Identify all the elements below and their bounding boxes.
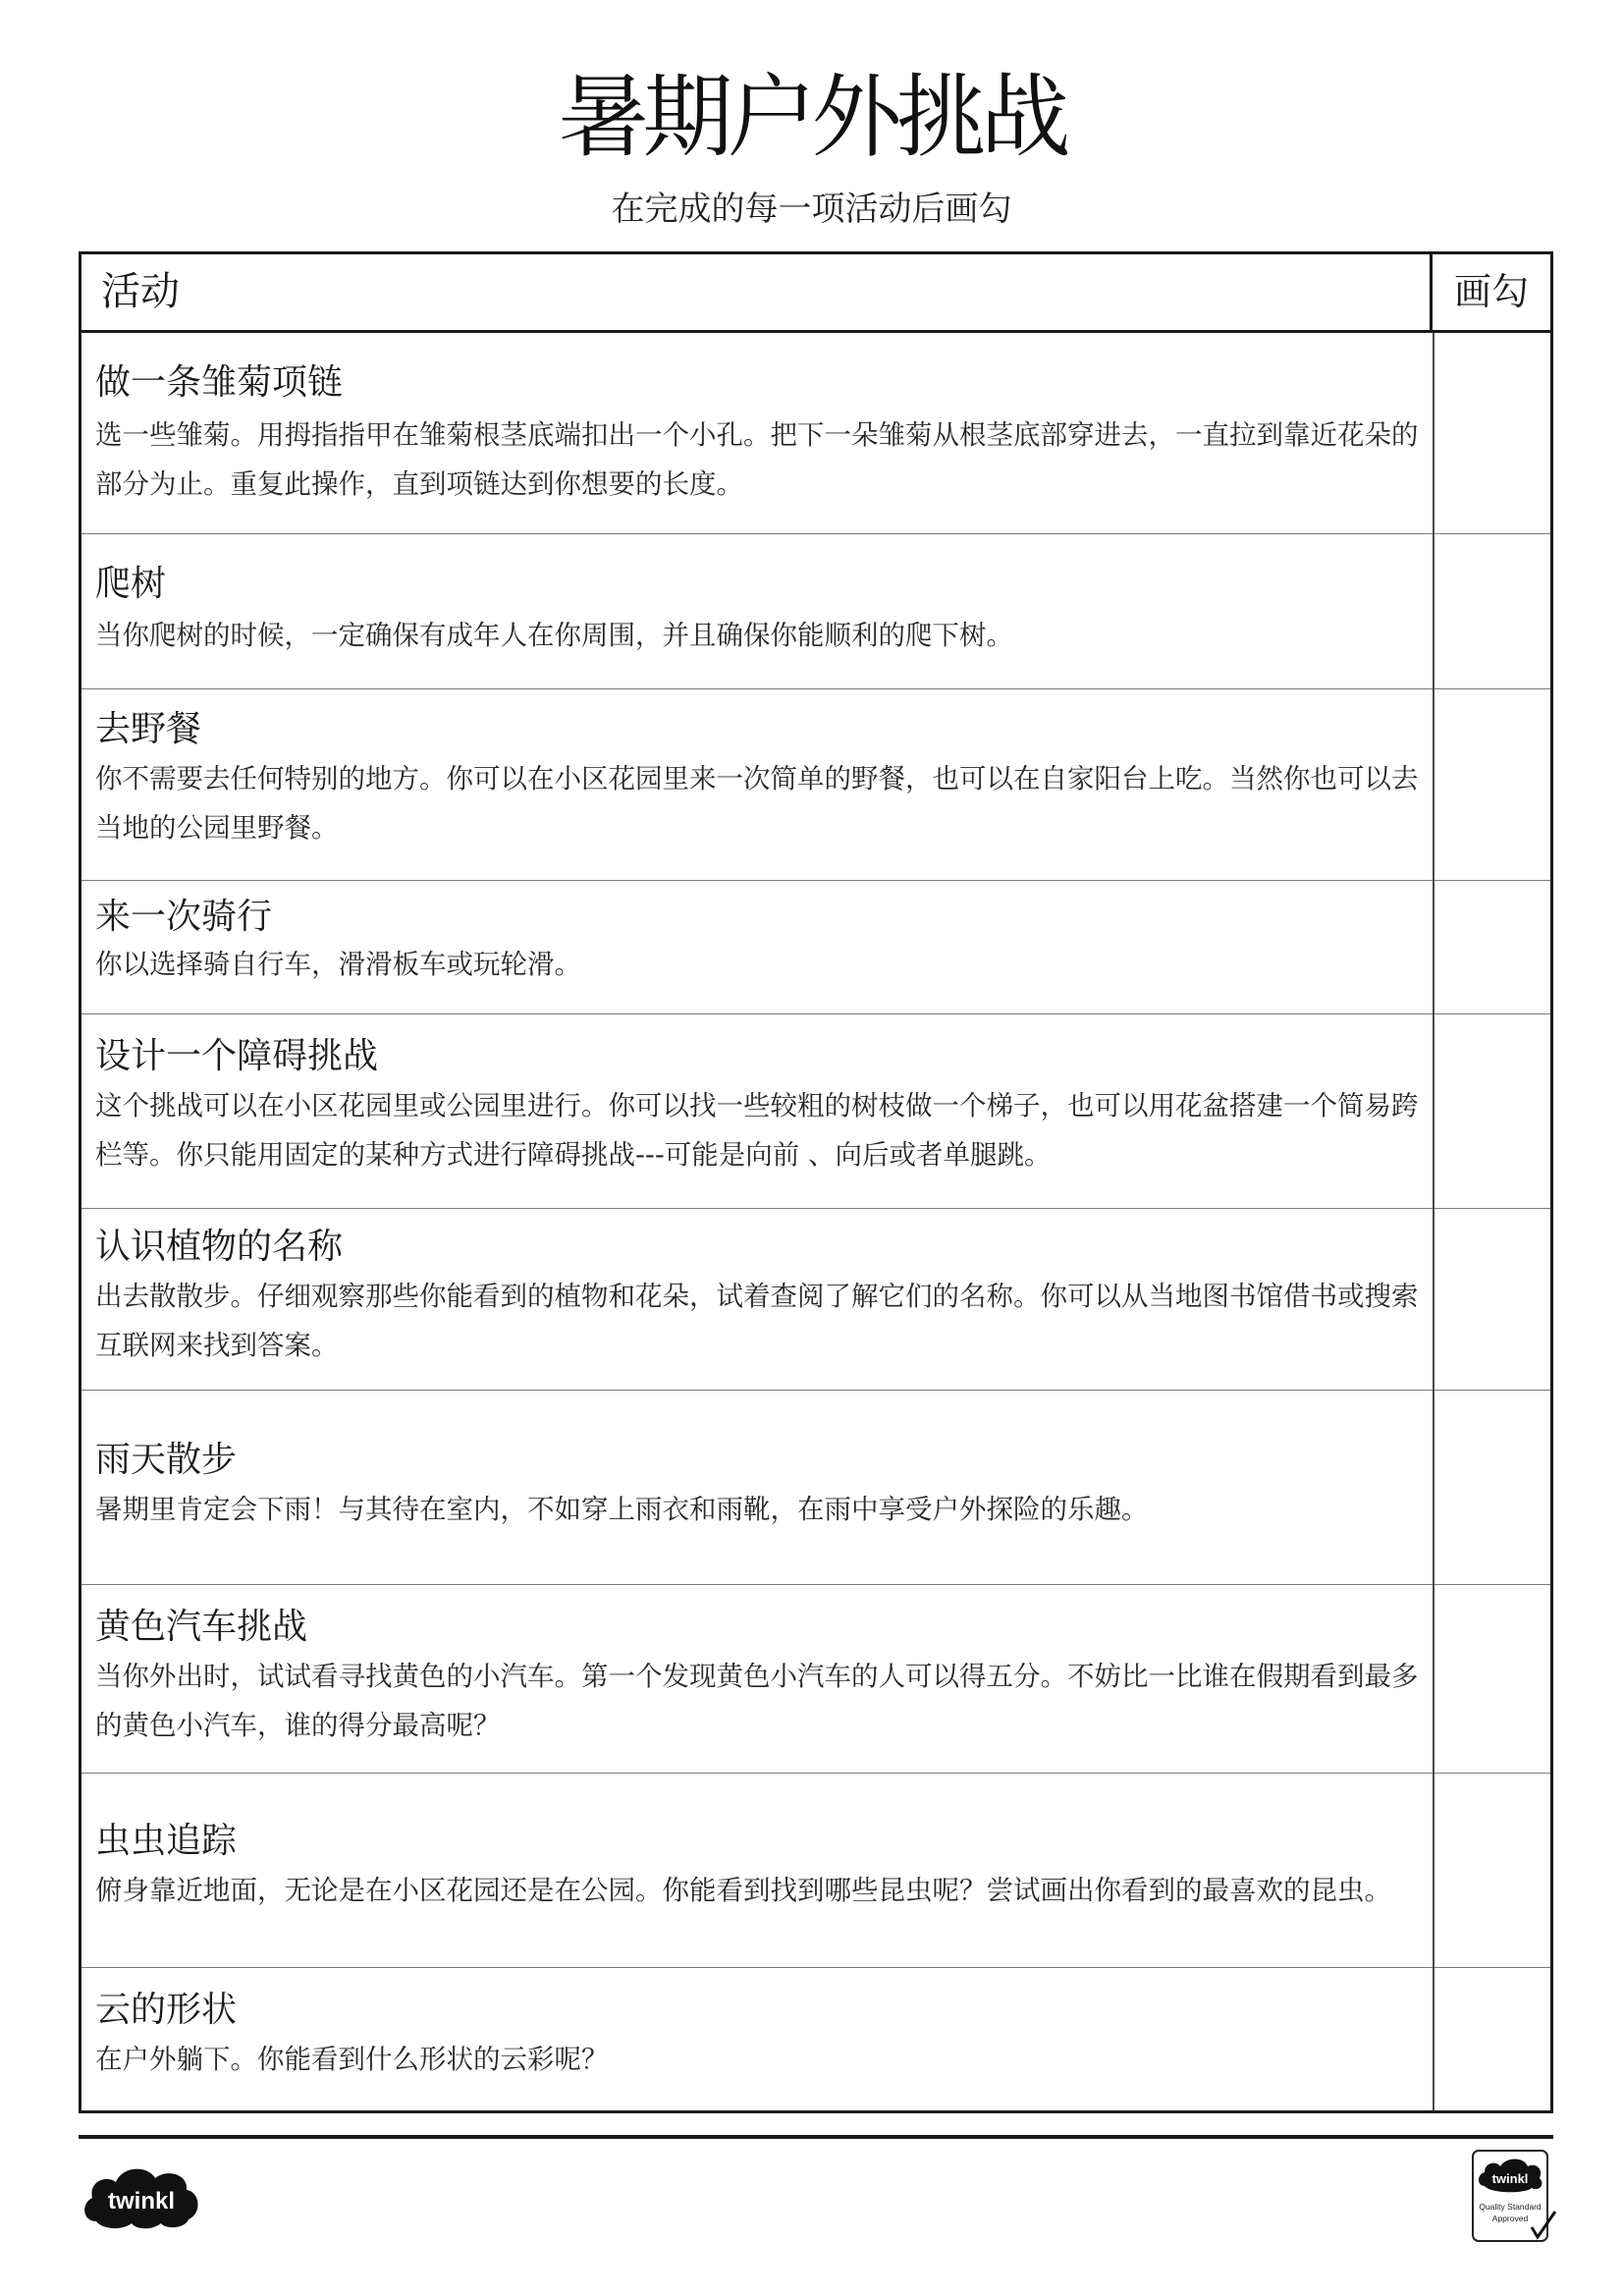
check-box[interactable] <box>1434 1014 1550 1209</box>
check-box[interactable] <box>1434 1968 1550 2110</box>
table-row <box>81 689 1433 881</box>
activity-description: 暑期里肯定会下雨！与其待在室内，不如穿上雨衣和雨靴，在雨中享受户外探险的乐趣。 <box>95 1494 1149 1525</box>
table-row <box>81 1391 1433 1585</box>
check-box[interactable] <box>1434 333 1550 534</box>
logo-text: twinkl <box>107 2188 176 2214</box>
check-box[interactable] <box>1434 689 1550 881</box>
table-row <box>81 1209 1433 1391</box>
table-row <box>81 1585 1433 1774</box>
badge-brand: twinkl <box>1491 2171 1529 2186</box>
table-row <box>81 1014 1433 1209</box>
activity-title: 做一条雏菊项链 <box>95 362 344 403</box>
table-row <box>81 534 1433 689</box>
quality-badge <box>1471 2149 1559 2247</box>
footer-divider <box>79 2135 1553 2139</box>
activity-description: 你以选择骑自行车，滑滑板车或玩轮滑。 <box>95 949 581 980</box>
check-box[interactable] <box>1434 1391 1550 1585</box>
header-check: 画勾 <box>1430 254 1550 330</box>
check-box[interactable] <box>1434 1209 1550 1391</box>
activity-title: 爬树 <box>95 564 167 604</box>
activity-title: 去野餐 <box>95 709 202 749</box>
header-activity: 活动 <box>101 269 180 314</box>
twinkl-logo <box>79 2160 204 2233</box>
activity-description: 这个挑战可以在小区花园里或公园里进行。你可以找一些较粗的树枝做一个梯子，也可以用花盆搭建一个简易跨栏等。你只能用固定的某种方式进行障碍挑战---可能是向前 、向后或者单腿跳。 <box>95 1090 1419 1171</box>
page-title: 暑期户外挑战 <box>558 65 1065 170</box>
table-row <box>81 881 1433 1014</box>
page-subtitle: 在完成的每一项活动后画勾 <box>611 190 1012 229</box>
badge-line2: Approved <box>1491 2214 1529 2223</box>
table-header <box>81 254 1550 333</box>
check-box[interactable] <box>1434 1774 1550 1968</box>
activity-description: 当你爬树的时候，一定确保有成年人在你周围，并且确保你能顺利的爬下树。 <box>95 620 1013 651</box>
badge-line1: Quality Standard <box>1479 2202 1542 2212</box>
check-box[interactable] <box>1434 534 1550 689</box>
activity-title: 来一次骑行 <box>95 897 273 937</box>
activity-title: 云的形状 <box>95 1990 238 2030</box>
activity-title: 虫虫追踪 <box>95 1821 238 1861</box>
check-box[interactable] <box>1434 1585 1550 1774</box>
activity-description: 出去散散步。仔细观察那些你能看到的植物和花朵，试着查阅了解它们的名称。你可以从当地图书馆借书或搜索互联网来找到答案。 <box>95 1281 1419 1361</box>
activity-description: 你不需要去任何特别的地方。你可以在小区花园里来一次简单的野餐，也可以在自家阳台上吃。当然你也可以去当地的公园里野餐。 <box>95 763 1419 844</box>
activity-description: 当你外出时，试试看寻找黄色的小汽车。第一个发现黄色小汽车的人可以得五分。不妨比一比谁在假期看到最多的黄色小汽车，谁的得分最高呢？ <box>95 1661 1419 1741</box>
table-row <box>81 1968 1433 2110</box>
activity-title: 雨天散步 <box>95 1440 238 1480</box>
activity-title: 认识植物的名称 <box>95 1227 344 1267</box>
activity-title: 设计一个障碍挑战 <box>95 1036 379 1076</box>
check-box[interactable] <box>1434 881 1550 1014</box>
activity-description: 选一些雏菊。用拇指指甲在雏菊根茎底端扣出一个小孔。把下一朵雏菊从根茎底部穿进去，一直拉到靠近花朵的部分为止。重复此操作，直到项链达到你想要的长度。 <box>95 419 1419 500</box>
table-row <box>81 333 1433 534</box>
activity-table <box>79 251 1553 2113</box>
activity-title: 黄色汽车挑战 <box>95 1607 308 1647</box>
activity-description: 在户外躺下。你能看到什么形状的云彩呢？ <box>95 2044 609 2075</box>
activity-description: 俯身靠近地面，无论是在小区花园还是在公园。你能看到找到哪些昆虫呢？尝试画出你看到的最喜欢的昆虫。 <box>95 1875 1391 1906</box>
table-row <box>81 1774 1433 1968</box>
